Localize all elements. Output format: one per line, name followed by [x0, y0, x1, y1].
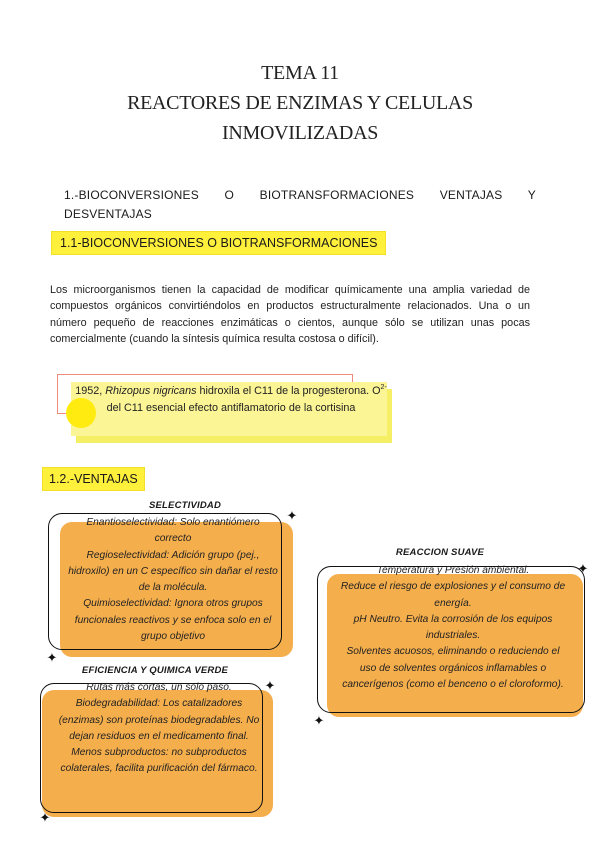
card-title-eficiencia: EFICIENCIA Y QUIMICA VERDE — [81, 665, 229, 676]
card-line: Quimioselectividad: Ignora otros grupos funcionales reactivos y se enfoca solo en el grupo objetivo — [74, 598, 272, 643]
sparkle-icon: ✦ — [286, 508, 298, 523]
card-line: pH Neutro. Evita la corrosión de los equipos industriales. — [353, 613, 553, 642]
subheading-highlight-1: 1.1-BIOCONVERSIONES O BIOTRANSFORMACIONES — [52, 232, 385, 254]
note-superscript: 2- — [380, 384, 387, 391]
intro-paragraph: Los microorganismos tienen la capacidad de modificar químicamente una amplia variedad de compuestos orgánicos convirtiéndolos en productos estructuralmente relacionados. Una o un número pequeño de reacciones enzimáticas o cientos, aunque sólo se utilizan unas pocas comercialmente (cuando la síntesis química resulta costosa o difícil). — [50, 284, 530, 345]
card-line: Regioselectividad: Adición grupo (pej., hidroxilo) en un C específico sin dañar el resto de la molécula. — [68, 549, 278, 594]
sparkle-icon: ✦ — [313, 713, 325, 728]
page-title — [0, 58, 600, 148]
card-title-selectividad: SELECTIVIDAD — [148, 500, 222, 511]
card-line: Menos subproductos: no subproductos colaterales, facilita purificación del fármaco. — [60, 747, 258, 775]
sparkle-icon: ✦ — [46, 650, 58, 665]
card-line: Temperatura y Presión ambiental. — [376, 565, 530, 576]
card-text-eficiencia — [54, 680, 264, 778]
note-organism: Rhizopus nigricans — [105, 385, 197, 397]
note-text — [75, 383, 387, 416]
sparkle-icon: ✦ — [264, 678, 276, 693]
sparkle-icon: ✦ — [577, 561, 589, 576]
card-title-reaccion: REACCION SUAVE — [395, 547, 485, 558]
title-line-3: INMOVILIZADAS — [221, 122, 379, 144]
sparkle-icon: ✦ — [39, 810, 51, 825]
card-line: Biodegradabilidad: Los catalizadores (enzimas) son proteínas biodegradables. No dejan residuos en el medicamento final. — [58, 698, 260, 742]
note-text-a: hidroxila el C11 de la progesterona. O — [196, 385, 381, 397]
card-line: Solventes acuosos, eliminando o reduciendo el uso de solventes orgánicos inflamables o cancerígenos (como el benceno o el cloroformo). — [342, 646, 564, 691]
subheading-highlight-2: 1.2.-VENTAJAS — [43, 468, 144, 490]
card-text-selectividad — [68, 515, 278, 645]
title-line-2: REACTORES DE ENZIMAS Y CELULAS — [127, 92, 473, 114]
card-line: Reduce el riesgo de explosiones y el consumo de energía. — [340, 581, 566, 609]
section-heading-1: 1.-BIOCONVERSIONES O BIOTRANSFORMACIONES VENTAJAS Y DESVENTAJAS — [64, 188, 536, 221]
card-text-reaccion — [338, 563, 568, 693]
card-line: Enantioselectividad: Solo enantiómero correcto — [86, 517, 260, 545]
note-text-b: del C11 esencial efecto antiflamatorio de la cortisina — [106, 401, 356, 414]
note-year: 1952, — [75, 385, 106, 397]
card-line: Rutas más cortas, un solo paso. — [86, 682, 232, 693]
title-line-1: TEMA 11 — [261, 62, 339, 84]
